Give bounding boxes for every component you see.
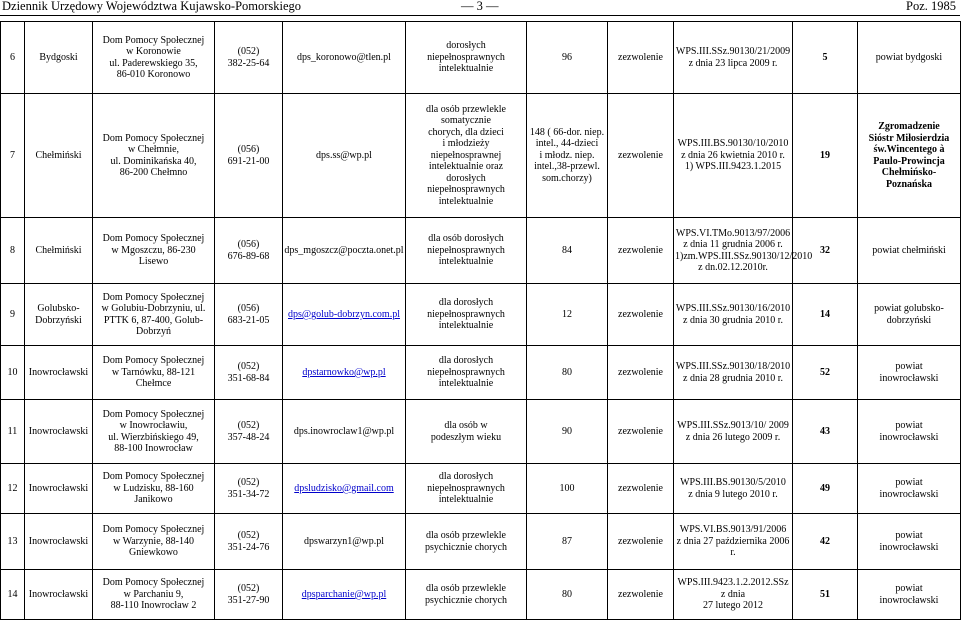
residents-type-cell-text: dorosłych niepełnosprawnych intelektualnie	[427, 40, 505, 75]
row-number-text: 6	[10, 51, 15, 63]
register-number-cell-text: 51	[820, 588, 830, 600]
status-cell-text: zezwolenie	[618, 535, 663, 547]
row-number-text: 11	[7, 425, 18, 437]
phone-cell-text: (056) 683-21-05	[227, 303, 270, 326]
register-number-cell-text: 43	[820, 425, 830, 437]
institution-cell	[93, 464, 215, 514]
institutions-table	[0, 21, 961, 620]
decision-cell-text: WPS.III.SSz.90130/18/2010 z dnia 28 grudnia 2010 r.	[675, 361, 791, 384]
phone-cell	[215, 284, 283, 346]
operator-cell-text: powiat inowrocławski	[879, 420, 939, 443]
institution-cell	[93, 22, 215, 94]
institution-cell	[93, 400, 215, 464]
county-cell-text: Inowrocławski	[28, 425, 89, 437]
status-cell-text: zezwolenie	[618, 51, 663, 63]
operator-cell-text: powiat inowrocławski	[879, 361, 939, 384]
row-number-text: 10	[7, 366, 18, 378]
status-cell-text: zezwolenie	[618, 425, 663, 437]
phone-cell	[215, 570, 283, 620]
table-row	[1, 218, 961, 284]
register-number-cell	[793, 514, 858, 570]
institution-cell-text: Dom Pomocy Społecznej w Parchaniu 9, 88-110 Inowrocław 2	[102, 577, 205, 612]
phone-cell-text: (052) 351-68-84	[227, 361, 270, 384]
places-count-cell	[527, 94, 608, 218]
places-count-cell-text: 87	[562, 535, 572, 547]
register-number-cell	[793, 94, 858, 218]
row-number-text: 8	[10, 244, 15, 256]
places-count-cell	[527, 218, 608, 284]
email-cell-text: dpswarzyn1@wp.pl	[303, 535, 385, 547]
institution-cell	[93, 218, 215, 284]
institution-cell	[93, 514, 215, 570]
places-count-cell	[527, 514, 608, 570]
register-number-cell-text: 14	[820, 308, 830, 320]
county-cell-text: Inowrocławski	[28, 366, 89, 378]
places-count-cell-text: 96	[562, 51, 572, 63]
institution-cell-text: Dom Pomocy Społecznej w Koronowie ul. Paderewskiego 35, 86-010 Koronowo	[102, 34, 205, 80]
operator-cell	[858, 284, 961, 346]
county-cell-text: Inowrocławski	[28, 588, 89, 600]
status-cell	[608, 22, 674, 94]
row-number	[1, 570, 25, 620]
decision-cell-text: WPS.III.SSz.90130/21/2009 z dnia 23 lipca 2009 r.	[675, 46, 791, 69]
institution-cell	[93, 284, 215, 346]
phone-cell-text: (052) 351-34-72	[227, 477, 270, 500]
register-number-cell-text: 42	[820, 535, 830, 547]
county-cell-text: Chełmiński	[35, 244, 82, 256]
status-cell	[608, 464, 674, 514]
phone-cell	[215, 400, 283, 464]
places-count-cell-text: 148 ( 66-dor. niep. intel., 44-dzieci i młodz. niep. intel.,38-przewl. som.chorzy)	[529, 126, 605, 184]
email-cell	[283, 570, 406, 620]
decision-cell-text: WPS.III.SSz.9013/10/ 2009 z dnia 26 lutego 2009 r.	[677, 420, 789, 443]
county-cell-text: Chełmiński	[35, 149, 82, 161]
places-count-cell-text: 80	[562, 366, 572, 378]
county-cell	[25, 464, 93, 514]
table-row	[1, 346, 961, 400]
places-count-cell-text: 100	[559, 482, 575, 494]
phone-cell	[215, 464, 283, 514]
institution-cell-text: Dom Pomocy Społecznej w Ludzisku, 88-160 Janikowo	[102, 471, 205, 506]
operator-cell-text: powiat golubsko- dobrzyński	[874, 303, 944, 326]
row-number	[1, 400, 25, 464]
county-cell	[25, 514, 93, 570]
places-count-cell	[527, 464, 608, 514]
row-number	[1, 346, 25, 400]
register-number-cell-text: 49	[820, 482, 830, 494]
row-number	[1, 94, 25, 218]
table-row	[1, 400, 961, 464]
decision-cell	[674, 400, 793, 464]
table-row	[1, 94, 961, 218]
residents-type-cell-text: dla osób przewlekle psychicznie chorych	[425, 530, 507, 553]
row-number	[1, 514, 25, 570]
email-cell-text: dps_mgoszcz@poczta.onet.pl	[284, 244, 404, 256]
county-cell	[25, 94, 93, 218]
email-cell	[283, 22, 406, 94]
operator-cell-text: powiat chełmiński	[872, 244, 946, 256]
county-cell	[25, 400, 93, 464]
register-number-cell-text: 19	[820, 149, 830, 161]
row-number	[1, 218, 25, 284]
phone-cell-text: (056) 691-21-00	[227, 144, 270, 167]
phone-cell-text: (052) 382-25-64	[227, 46, 270, 69]
email-cell	[283, 464, 406, 514]
operator-cell	[858, 514, 961, 570]
places-count-cell	[527, 346, 608, 400]
residents-type-cell	[406, 464, 527, 514]
register-number-cell	[793, 346, 858, 400]
row-number	[1, 284, 25, 346]
phone-cell	[215, 94, 283, 218]
header-divider	[0, 15, 960, 16]
status-cell-text: zezwolenie	[618, 149, 663, 161]
residents-type-cell-text: dla osób dorosłych niepełnosprawnych intelektualnie	[427, 233, 505, 268]
county-cell	[25, 346, 93, 400]
phone-cell	[215, 22, 283, 94]
residents-type-cell	[406, 94, 527, 218]
phone-cell-text: (056) 676-89-68	[227, 239, 270, 262]
status-cell	[608, 218, 674, 284]
decision-cell	[674, 284, 793, 346]
operator-cell-text: powiat bydgoski	[875, 51, 943, 63]
table-row	[1, 570, 961, 620]
decision-cell	[674, 570, 793, 620]
status-cell	[608, 94, 674, 218]
phone-cell-text: (052) 351-27-90	[227, 583, 270, 606]
institution-cell	[93, 94, 215, 218]
register-number-cell	[793, 464, 858, 514]
row-number-text: 13	[7, 535, 18, 547]
places-count-cell-text: 90	[562, 425, 572, 437]
residents-type-cell-text: dla osób w podeszłym wieku	[430, 420, 502, 443]
institution-cell	[93, 346, 215, 400]
county-cell	[25, 218, 93, 284]
residents-type-cell	[406, 514, 527, 570]
status-cell-text: zezwolenie	[618, 244, 663, 256]
email-cell-text: dps.inowroclaw1@wp.pl	[293, 425, 395, 437]
residents-type-cell	[406, 284, 527, 346]
residents-type-cell	[406, 570, 527, 620]
email-cell-text[interactable]: dpstarnowko@wp.pl	[302, 366, 386, 378]
residents-type-cell-text: dla dorosłych niepełnosprawnych intelektualnie	[427, 355, 505, 390]
register-number-cell-text: 32	[820, 244, 830, 256]
operator-cell	[858, 218, 961, 284]
decision-cell-text: WPS.III.9423.1.2.2012.SSz z dnia 27 lutego 2012	[677, 577, 789, 612]
email-cell-text: dps.ss@wp.pl	[316, 149, 372, 161]
phone-cell	[215, 514, 283, 570]
decision-cell	[674, 514, 793, 570]
row-number	[1, 464, 25, 514]
institution-cell-text: Dom Pomocy Społecznej w Inowrocławiu, ul. Wierzbińskiego 49, 88-100 Inowrocław	[102, 408, 205, 454]
email-cell	[283, 514, 406, 570]
county-cell-text: Inowrocławski	[28, 535, 89, 547]
email-cell-text[interactable]: dpsludzisko@gmail.com	[294, 482, 394, 494]
residents-type-cell	[406, 346, 527, 400]
phone-cell	[215, 346, 283, 400]
residents-type-cell-text: dla osób przewlekle somatycznie chorych, dla dzieci i młodzieży niepełnosprawnej intelektualnie oraz dorosłych niepełnosprawnych intelektualnie	[426, 103, 506, 207]
status-cell-text: zezwolenie	[618, 366, 663, 378]
operator-cell	[858, 570, 961, 620]
decision-cell	[674, 218, 813, 284]
residents-type-cell-text: dla osób przewlekle psychicznie chorych	[425, 583, 507, 606]
table-row	[1, 514, 961, 570]
residents-type-cell	[406, 22, 527, 94]
journal-title: Dziennik Urzędowy Województwa Kujawsko-Pomorskiego	[2, 0, 302, 13]
register-number-cell	[793, 284, 858, 346]
register-number-cell	[793, 22, 858, 94]
places-count-cell	[527, 570, 608, 620]
institution-cell-text: Dom Pomocy Społecznej w Warzynie, 88-140 Gniewkowo	[102, 524, 205, 559]
operator-cell	[858, 94, 961, 218]
register-number-cell	[793, 400, 858, 464]
status-cell	[608, 400, 674, 464]
county-cell-text: Golubsko- Dobrzyński	[35, 303, 82, 326]
status-cell-text: zezwolenie	[618, 482, 663, 494]
places-count-cell	[527, 284, 608, 346]
position-number: Poz. 1985	[906, 0, 956, 13]
operator-cell	[858, 400, 961, 464]
email-cell	[283, 94, 406, 218]
table-row	[1, 284, 961, 346]
page-number: — 3 —	[461, 0, 499, 13]
decision-cell-text: WPS.III.BS.90130/5/2010 z dnia 9 lutego 2010 r.	[680, 477, 786, 500]
phone-cell-text: (052) 351-24-76	[227, 530, 270, 553]
status-cell-text: zezwolenie	[618, 588, 663, 600]
status-cell	[608, 570, 674, 620]
places-count-cell	[527, 22, 608, 94]
register-number-cell-text: 5	[822, 51, 828, 63]
county-cell	[25, 570, 93, 620]
residents-type-cell-text: dla dorosłych niepełnosprawnych intelektualnie	[427, 471, 505, 506]
register-number-cell-text: 52	[820, 366, 830, 378]
phone-cell	[215, 218, 283, 284]
email-cell-text[interactable]: dps@golub-dobrzyn.com.pl	[288, 308, 400, 320]
decision-cell	[674, 464, 793, 514]
institution-cell	[93, 570, 215, 620]
operator-cell-text: powiat inowrocławski	[879, 477, 939, 500]
status-cell	[608, 346, 674, 400]
row-number	[1, 22, 25, 94]
row-number-text: 9	[10, 308, 15, 320]
places-count-cell-text: 84	[562, 244, 572, 256]
residents-type-cell	[406, 218, 527, 284]
institution-cell-text: Dom Pomocy Społecznej w Tarnówku, 88-121 Chełmce	[102, 355, 205, 390]
decision-cell-text: WPS.VI.BS.9013/91/2006 z dnia 27 października 2006 r.	[676, 524, 790, 559]
institution-cell-text: Dom Pomocy Społecznej w Golubiu-Dobrzyniu, ul. PTTK 6, 87-400, Golub- Dobrzyń	[101, 291, 206, 337]
operator-cell	[858, 346, 961, 400]
operator-cell-text: Zgromadzenie Sióstr Miłosierdzia św.Wincentego à Paulo-Prowincja Chełmińsko- Poznańska	[868, 121, 950, 190]
county-cell-text: Inowrocławski	[28, 482, 89, 494]
email-cell	[283, 218, 406, 284]
email-cell-text: dps_koronowo@tlen.pl	[297, 51, 391, 63]
row-number-text: 7	[10, 149, 15, 161]
row-number-text: 14	[7, 588, 18, 600]
status-cell	[608, 284, 674, 346]
table-row	[1, 464, 961, 514]
places-count-cell-text: 12	[562, 308, 572, 320]
register-number-cell	[793, 570, 858, 620]
table-row	[1, 22, 961, 94]
operator-cell-text: powiat inowrocławski	[879, 583, 939, 606]
county-cell	[25, 284, 93, 346]
decision-cell-text: WPS.III.SSz.90130/16/2010 z dnia 30 grudnia 2010 r.	[675, 303, 791, 326]
page-header	[0, 0, 960, 14]
decision-cell-text: WPS.VI.TMo.9013/97/2006 z dnia 11 grudnia 2006 r. 1)zm.WPS.III.SSz.90130/12/2010 z dn.02.12.2010r.	[675, 227, 813, 273]
status-cell-text: zezwolenie	[618, 308, 663, 320]
institution-cell-text: Dom Pomocy Społecznej w Mgoszczu, 86-230 Lisewo	[102, 233, 205, 268]
county-cell	[25, 22, 93, 94]
email-cell	[283, 284, 406, 346]
decision-cell	[674, 94, 793, 218]
operator-cell-text: powiat inowrocławski	[879, 530, 939, 553]
email-cell	[283, 346, 406, 400]
county-cell-text: Bydgoski	[39, 51, 78, 63]
operator-cell	[858, 22, 961, 94]
places-count-cell-text: 80	[562, 588, 572, 600]
decision-cell-text: WPS.III.BS.90130/10/2010 z dnia 26 kwietnia 2010 r. 1) WPS.III.9423.1.2015	[677, 138, 789, 173]
decision-cell	[674, 346, 793, 400]
email-cell	[283, 400, 406, 464]
operator-cell	[858, 464, 961, 514]
decision-cell	[674, 22, 793, 94]
residents-type-cell-text: dla dorosłych niepełnosprawnych intelektualnie	[427, 297, 505, 332]
row-number-text: 12	[7, 482, 18, 494]
places-count-cell	[527, 400, 608, 464]
email-cell-text[interactable]: dpsparchanie@wp.pl	[301, 588, 387, 600]
phone-cell-text: (052) 357-48-24	[227, 420, 270, 443]
residents-type-cell	[406, 400, 527, 464]
institution-cell-text: Dom Pomocy Społecznej w Chełmnie, ul. Dominikańska 40, 86-200 Chełmno	[102, 132, 205, 178]
status-cell	[608, 514, 674, 570]
